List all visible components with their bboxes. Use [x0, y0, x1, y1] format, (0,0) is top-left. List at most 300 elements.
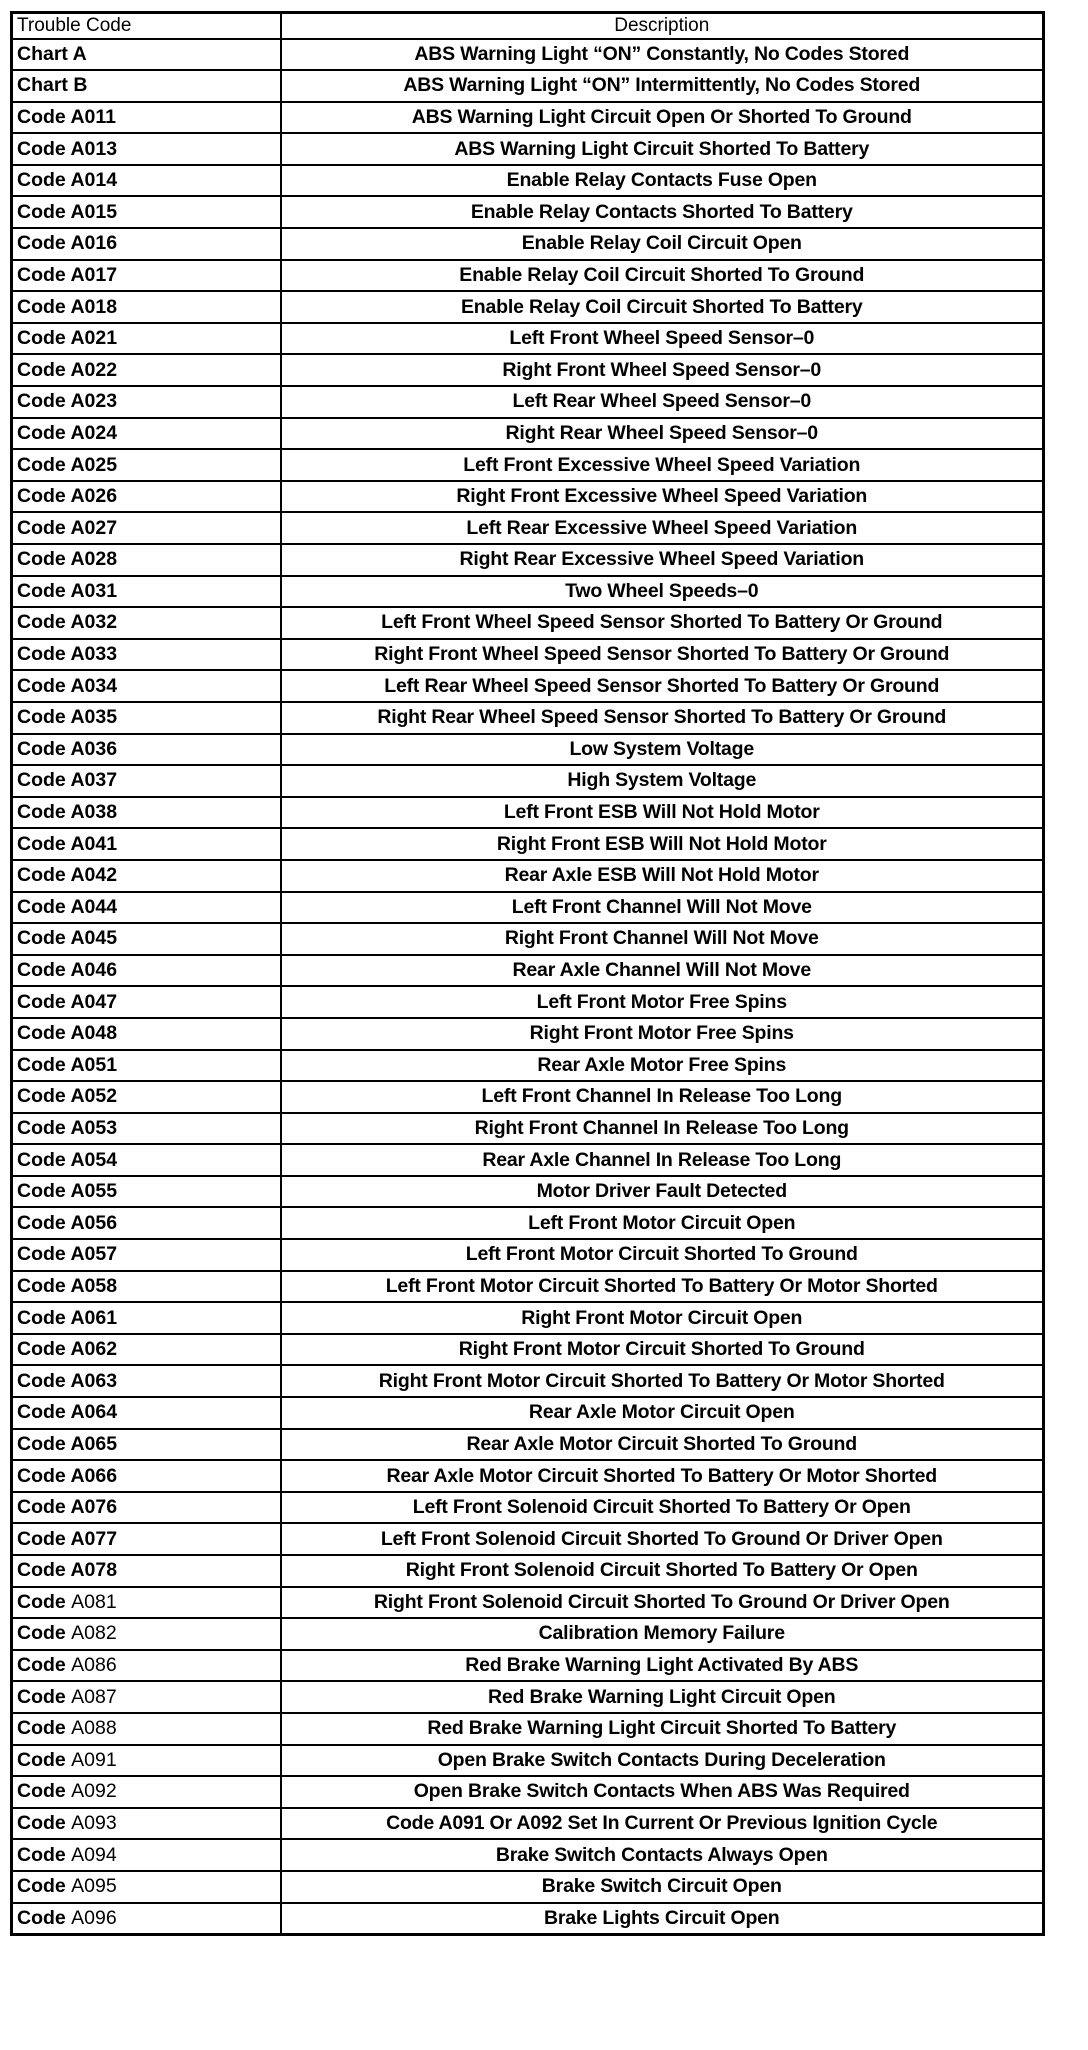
table-row	[12, 1365, 1044, 1397]
header-description: Description	[281, 13, 1044, 39]
table-row	[12, 1176, 1044, 1208]
description-cell: Rear Axle Motor Circuit Open	[281, 1397, 1044, 1429]
table-row	[12, 1302, 1044, 1334]
description-cell: Enable Relay Coil Circuit Shorted To Battery	[281, 291, 1044, 323]
table-row	[12, 860, 1044, 892]
code-prefix: Code	[17, 327, 66, 350]
table-row	[12, 1555, 1044, 1587]
code-prefix: Code	[17, 706, 66, 729]
code-prefix: Code	[17, 516, 66, 539]
description-cell: Two Wheel Speeds–0	[281, 576, 1044, 608]
description-cell: Left Front Motor Circuit Shorted To Battery Or Motor Shorted	[281, 1271, 1044, 1303]
code-number: A053	[70, 1116, 118, 1139]
code-prefix: Code	[17, 358, 66, 381]
trouble-code-cell	[12, 670, 281, 702]
description-cell: Right Rear Wheel Speed Sensor Shorted To Battery Or Ground	[281, 702, 1044, 734]
table-row	[12, 418, 1044, 450]
trouble-code-cell	[12, 1302, 281, 1334]
table-row	[12, 1492, 1044, 1524]
description-cell: Brake Lights Circuit Open	[281, 1903, 1044, 1935]
code-number: A066	[70, 1464, 118, 1487]
trouble-code-cell	[12, 133, 281, 165]
trouble-code-cell	[12, 70, 281, 102]
code-number: A057	[70, 1243, 118, 1266]
code-prefix: Code	[17, 453, 66, 476]
code-number: A015	[70, 200, 118, 223]
description-cell: Rear Axle Motor Free Spins	[281, 1050, 1044, 1082]
trouble-code-cell	[12, 1397, 281, 1429]
code-number: A062	[70, 1338, 118, 1361]
trouble-code-cell	[12, 986, 281, 1018]
code-prefix: Code	[17, 801, 66, 824]
description-cell: Red Brake Warning Light Circuit Open	[281, 1681, 1044, 1713]
description-cell: Enable Relay Coil Circuit Shorted To Ground	[281, 260, 1044, 292]
code-number: A018	[70, 295, 118, 318]
code-number: A035	[70, 706, 118, 729]
code-prefix: Code	[17, 737, 66, 760]
code-number: A031	[70, 579, 118, 602]
trouble-code-cell	[12, 1681, 281, 1713]
trouble-code-cell	[12, 449, 281, 481]
table-row	[12, 323, 1044, 355]
table-row	[12, 576, 1044, 608]
code-number: A095	[71, 1875, 117, 1898]
code-prefix: Code	[17, 990, 66, 1013]
code-number: A045	[70, 927, 118, 950]
trouble-code-cell	[12, 1903, 281, 1935]
trouble-code-cell	[12, 196, 281, 228]
code-prefix: Code	[17, 548, 66, 571]
code-number: A058	[70, 1274, 118, 1297]
table-row	[12, 923, 1044, 955]
code-prefix: Code	[17, 1211, 66, 1234]
code-prefix: Code	[17, 1875, 66, 1898]
code-prefix: Code	[17, 611, 66, 634]
code-prefix: Chart	[17, 74, 68, 97]
trouble-code-cell	[12, 1144, 281, 1176]
table-row	[12, 1460, 1044, 1492]
description-cell: Enable Relay Contacts Shorted To Battery	[281, 196, 1044, 228]
description-cell: Red Brake Warning Light Circuit Shorted To Battery	[281, 1713, 1044, 1745]
table-row	[12, 1903, 1044, 1935]
table-row	[12, 260, 1044, 292]
description-cell: Left Front Excessive Wheel Speed Variation	[281, 449, 1044, 481]
description-cell: Left Front Motor Circuit Open	[281, 1207, 1044, 1239]
description-cell: Left Front Motor Circuit Shorted To Ground	[281, 1239, 1044, 1271]
description-cell: ABS Warning Light “ON” Intermittently, No Codes Stored	[281, 70, 1044, 102]
code-prefix: Code	[17, 105, 66, 128]
code-prefix: Chart	[17, 42, 68, 65]
code-prefix: Code	[17, 1780, 66, 1803]
description-cell: ABS Warning Light Circuit Shorted To Battery	[281, 133, 1044, 165]
trouble-code-cell	[12, 1176, 281, 1208]
code-number: A044	[70, 895, 118, 918]
code-number: A077	[70, 1527, 118, 1550]
description-cell: Right Front ESB Will Not Hold Motor	[281, 828, 1044, 860]
code-number: A033	[70, 643, 118, 666]
code-prefix: Code	[17, 927, 66, 950]
trouble-code-cell	[12, 1650, 281, 1682]
description-cell: Rear Axle Channel In Release Too Long	[281, 1144, 1044, 1176]
table-row	[12, 607, 1044, 639]
trouble-code-cell	[12, 1113, 281, 1145]
table-row	[12, 133, 1044, 165]
trouble-code-cell	[12, 702, 281, 734]
code-prefix: Code	[17, 1717, 66, 1740]
description-cell: Right Front Motor Circuit Shorted To Battery Or Motor Shorted	[281, 1365, 1044, 1397]
trouble-code-cell	[12, 1871, 281, 1903]
trouble-code-cell	[12, 734, 281, 766]
trouble-code-table	[10, 11, 1045, 1936]
code-prefix: Code	[17, 1906, 66, 1929]
table-body	[12, 39, 1044, 1935]
code-prefix: Code	[17, 421, 66, 444]
trouble-code-cell	[12, 1587, 281, 1619]
table-row	[12, 102, 1044, 134]
table-row	[12, 892, 1044, 924]
description-cell: Left Front Solenoid Circuit Shorted To Battery Or Open	[281, 1492, 1044, 1524]
table-row	[12, 734, 1044, 766]
trouble-code-cell	[12, 955, 281, 987]
trouble-code-cell	[12, 576, 281, 608]
description-cell: Left Front ESB Will Not Hold Motor	[281, 797, 1044, 829]
code-number: A081	[71, 1590, 117, 1613]
table-row	[12, 828, 1044, 860]
code-prefix: Code	[17, 1369, 66, 1392]
code-prefix: Code	[17, 485, 66, 508]
trouble-code-cell	[12, 1745, 281, 1777]
code-number: A034	[70, 674, 118, 697]
code-prefix: Code	[17, 169, 66, 192]
code-number: A041	[70, 832, 118, 855]
code-number: A014	[70, 169, 118, 192]
trouble-code-cell	[12, 291, 281, 323]
code-prefix: Code	[17, 263, 66, 286]
code-prefix: Code	[17, 1116, 66, 1139]
description-cell: Open Brake Switch Contacts During Deceleration	[281, 1745, 1044, 1777]
trouble-code-cell	[12, 260, 281, 292]
code-number: A023	[70, 390, 118, 413]
description-cell: Right Front Motor Circuit Open	[281, 1302, 1044, 1334]
code-prefix: Code	[17, 1022, 66, 1045]
code-prefix: Code	[17, 1559, 66, 1582]
table-row	[12, 39, 1044, 71]
code-number: A086	[71, 1654, 117, 1677]
description-cell: Left Front Channel In Release Too Long	[281, 1081, 1044, 1113]
code-prefix: Code	[17, 1685, 66, 1708]
trouble-code-cell	[12, 386, 281, 418]
table-row	[12, 1050, 1044, 1082]
trouble-code-cell	[12, 1523, 281, 1555]
description-cell: Enable Relay Coil Circuit Open	[281, 228, 1044, 260]
table-row	[12, 291, 1044, 323]
code-number: A048	[70, 1022, 118, 1045]
trouble-code-cell	[12, 544, 281, 576]
code-prefix: Code	[17, 1053, 66, 1076]
code-prefix: Code	[17, 1812, 66, 1835]
trouble-code-cell	[12, 1460, 281, 1492]
description-cell: Open Brake Switch Contacts When ABS Was Required	[281, 1776, 1044, 1808]
table-row	[12, 1239, 1044, 1271]
trouble-code-cell	[12, 860, 281, 892]
description-cell: Left Front Channel Will Not Move	[281, 892, 1044, 924]
code-number: A091	[71, 1748, 117, 1771]
table-row	[12, 1681, 1044, 1713]
header-trouble-code: Trouble Code	[12, 13, 281, 39]
code-prefix: Code	[17, 832, 66, 855]
trouble-code-cell	[12, 923, 281, 955]
code-number: A024	[70, 421, 118, 444]
description-cell: Code A091 Or A092 Set In Current Or Previous Ignition Cycle	[281, 1808, 1044, 1840]
trouble-code-cell	[12, 1555, 281, 1587]
code-prefix: Code	[17, 295, 66, 318]
trouble-code-cell	[12, 1081, 281, 1113]
description-cell: Rear Axle Channel Will Not Move	[281, 955, 1044, 987]
trouble-code-cell	[12, 1429, 281, 1461]
table-row	[12, 1745, 1044, 1777]
table-row	[12, 1523, 1044, 1555]
table-row	[12, 1018, 1044, 1050]
code-number: A054	[70, 1148, 118, 1171]
description-cell: Right Rear Excessive Wheel Speed Variation	[281, 544, 1044, 576]
table-row	[12, 1650, 1044, 1682]
code-prefix: Code	[17, 895, 66, 918]
code-number: A063	[70, 1369, 118, 1392]
trouble-code-cell	[12, 354, 281, 386]
table-row	[12, 1587, 1044, 1619]
description-cell: Right Front Motor Circuit Shorted To Ground	[281, 1334, 1044, 1366]
code-number: A032	[70, 611, 118, 634]
table-row	[12, 386, 1044, 418]
description-cell: ABS Warning Light Circuit Open Or Shorted To Ground	[281, 102, 1044, 134]
code-prefix: Code	[17, 1243, 66, 1266]
trouble-code-cell	[12, 1050, 281, 1082]
trouble-code-cell	[12, 1365, 281, 1397]
code-number: A055	[70, 1180, 118, 1203]
description-cell: Right Front Excessive Wheel Speed Variation	[281, 481, 1044, 513]
table-row	[12, 986, 1044, 1018]
table-row	[12, 1144, 1044, 1176]
trouble-code-cell	[12, 165, 281, 197]
code-number: A017	[70, 263, 118, 286]
code-number: A094	[71, 1843, 117, 1866]
table-row	[12, 1271, 1044, 1303]
code-prefix: Code	[17, 1338, 66, 1361]
code-number: A026	[70, 485, 118, 508]
trouble-code-cell	[12, 323, 281, 355]
table-row	[12, 481, 1044, 513]
table-row	[12, 765, 1044, 797]
description-cell: Right Front Wheel Speed Sensor Shorted To Battery Or Ground	[281, 639, 1044, 671]
code-number: A022	[70, 358, 118, 381]
trouble-code-cell	[12, 39, 281, 71]
code-number: A	[72, 42, 87, 65]
table-row	[12, 1776, 1044, 1808]
trouble-code-cell	[12, 481, 281, 513]
code-number: A076	[70, 1496, 118, 1519]
table-row	[12, 639, 1044, 671]
trouble-code-cell	[12, 102, 281, 134]
code-prefix: Code	[17, 1274, 66, 1297]
code-number: A038	[70, 801, 118, 824]
table-row	[12, 512, 1044, 544]
trouble-code-cell	[12, 1271, 281, 1303]
code-number: A078	[70, 1559, 118, 1582]
description-cell: Rear Axle Motor Circuit Shorted To Ground	[281, 1429, 1044, 1461]
trouble-code-cell	[12, 1492, 281, 1524]
code-prefix: Code	[17, 232, 66, 255]
code-number: A047	[70, 990, 118, 1013]
description-cell: Right Rear Wheel Speed Sensor–0	[281, 418, 1044, 450]
trouble-code-cell	[12, 1808, 281, 1840]
description-cell: Calibration Memory Failure	[281, 1618, 1044, 1650]
code-prefix: Code	[17, 864, 66, 887]
description-cell: High System Voltage	[281, 765, 1044, 797]
trouble-code-cell	[12, 828, 281, 860]
description-cell: Right Front Channel In Release Too Long	[281, 1113, 1044, 1145]
code-number: A093	[71, 1812, 117, 1835]
table-row	[12, 544, 1044, 576]
description-cell: Low System Voltage	[281, 734, 1044, 766]
table-row	[12, 1871, 1044, 1903]
trouble-code-cell	[12, 1334, 281, 1366]
code-number: A046	[70, 959, 118, 982]
trouble-code-cell	[12, 1239, 281, 1271]
code-prefix: Code	[17, 1496, 66, 1519]
table-row	[12, 449, 1044, 481]
code-prefix: Code	[17, 643, 66, 666]
code-prefix: Code	[17, 674, 66, 697]
code-prefix: Code	[17, 1085, 66, 1108]
description-cell: Right Front Motor Free Spins	[281, 1018, 1044, 1050]
trouble-code-cell	[12, 639, 281, 671]
trouble-code-cell	[12, 1776, 281, 1808]
code-number: A082	[71, 1622, 117, 1645]
table-row	[12, 670, 1044, 702]
code-prefix: Code	[17, 959, 66, 982]
table-row	[12, 1113, 1044, 1145]
trouble-code-cell	[12, 418, 281, 450]
code-number: A021	[70, 327, 118, 350]
trouble-code-cell	[12, 607, 281, 639]
code-number: A027	[70, 516, 118, 539]
description-cell: Right Front Solenoid Circuit Shorted To Battery Or Open	[281, 1555, 1044, 1587]
description-cell: ABS Warning Light “ON” Constantly, No Codes Stored	[281, 39, 1044, 71]
description-cell: Brake Switch Contacts Always Open	[281, 1839, 1044, 1871]
table-row	[12, 228, 1044, 260]
table-row	[12, 70, 1044, 102]
code-number: A042	[70, 864, 118, 887]
description-cell: Left Front Wheel Speed Sensor–0	[281, 323, 1044, 355]
code-number: A025	[70, 453, 118, 476]
trouble-code-cell	[12, 1839, 281, 1871]
trouble-code-cell	[12, 892, 281, 924]
trouble-code-cell	[12, 1018, 281, 1050]
code-prefix: Code	[17, 1622, 66, 1645]
trouble-code-cell	[12, 1618, 281, 1650]
code-number: A087	[71, 1685, 117, 1708]
code-number: A051	[70, 1053, 118, 1076]
code-number: A065	[70, 1432, 118, 1455]
code-number: A028	[70, 548, 118, 571]
description-cell: Left Rear Wheel Speed Sensor–0	[281, 386, 1044, 418]
description-cell: Left Front Solenoid Circuit Shorted To Ground Or Driver Open	[281, 1523, 1044, 1555]
code-prefix: Code	[17, 1148, 66, 1171]
code-number: A061	[70, 1306, 118, 1329]
code-prefix: Code	[17, 137, 66, 160]
description-cell: Left Front Wheel Speed Sensor Shorted To Battery Or Ground	[281, 607, 1044, 639]
code-number: A096	[71, 1906, 117, 1929]
code-prefix: Code	[17, 1654, 66, 1677]
table-row	[12, 1808, 1044, 1840]
code-prefix: Code	[17, 1748, 66, 1771]
description-cell: Enable Relay Contacts Fuse Open	[281, 165, 1044, 197]
description-cell: Right Front Channel Will Not Move	[281, 923, 1044, 955]
code-prefix: Code	[17, 390, 66, 413]
description-cell: Left Front Motor Free Spins	[281, 986, 1044, 1018]
table-row	[12, 1081, 1044, 1113]
table-row	[12, 797, 1044, 829]
trouble-code-cell	[12, 765, 281, 797]
table-row	[12, 196, 1044, 228]
table-row	[12, 1397, 1044, 1429]
description-cell: Left Rear Wheel Speed Sensor Shorted To Battery Or Ground	[281, 670, 1044, 702]
code-prefix: Code	[17, 1432, 66, 1455]
table-row	[12, 702, 1044, 734]
description-cell: Brake Switch Circuit Open	[281, 1871, 1044, 1903]
code-prefix: Code	[17, 1527, 66, 1550]
code-number: A016	[70, 232, 118, 255]
trouble-code-cell	[12, 512, 281, 544]
description-cell: Right Front Solenoid Circuit Shorted To Ground Or Driver Open	[281, 1587, 1044, 1619]
table-header-row	[12, 13, 1044, 39]
description-cell: Rear Axle Motor Circuit Shorted To Battery Or Motor Shorted	[281, 1460, 1044, 1492]
code-prefix: Code	[17, 1180, 66, 1203]
code-number: A011	[70, 105, 116, 128]
description-cell: Left Rear Excessive Wheel Speed Variation	[281, 512, 1044, 544]
code-prefix: Code	[17, 579, 66, 602]
description-cell: Rear Axle ESB Will Not Hold Motor	[281, 860, 1044, 892]
table-row	[12, 955, 1044, 987]
table-row	[12, 1207, 1044, 1239]
code-prefix: Code	[17, 1843, 66, 1866]
code-prefix: Code	[17, 769, 66, 792]
code-prefix: Code	[17, 1464, 66, 1487]
description-cell: Right Front Wheel Speed Sensor–0	[281, 354, 1044, 386]
code-number: A052	[70, 1085, 118, 1108]
table-row	[12, 165, 1044, 197]
trouble-code-cell	[12, 1207, 281, 1239]
code-number: A092	[71, 1780, 117, 1803]
code-number: A088	[71, 1717, 117, 1740]
table-row	[12, 354, 1044, 386]
code-number: A037	[70, 769, 118, 792]
code-number: A064	[70, 1401, 118, 1424]
table-row	[12, 1618, 1044, 1650]
table-row	[12, 1334, 1044, 1366]
code-prefix: Code	[17, 1401, 66, 1424]
code-prefix: Code	[17, 1590, 66, 1613]
trouble-code-cell	[12, 797, 281, 829]
table-row	[12, 1429, 1044, 1461]
description-cell: Red Brake Warning Light Activated By ABS	[281, 1650, 1044, 1682]
code-number: A056	[70, 1211, 118, 1234]
code-number: A036	[70, 737, 118, 760]
code-number: A013	[70, 137, 118, 160]
trouble-code-cell	[12, 228, 281, 260]
code-prefix: Code	[17, 1306, 66, 1329]
code-prefix: Code	[17, 200, 66, 223]
